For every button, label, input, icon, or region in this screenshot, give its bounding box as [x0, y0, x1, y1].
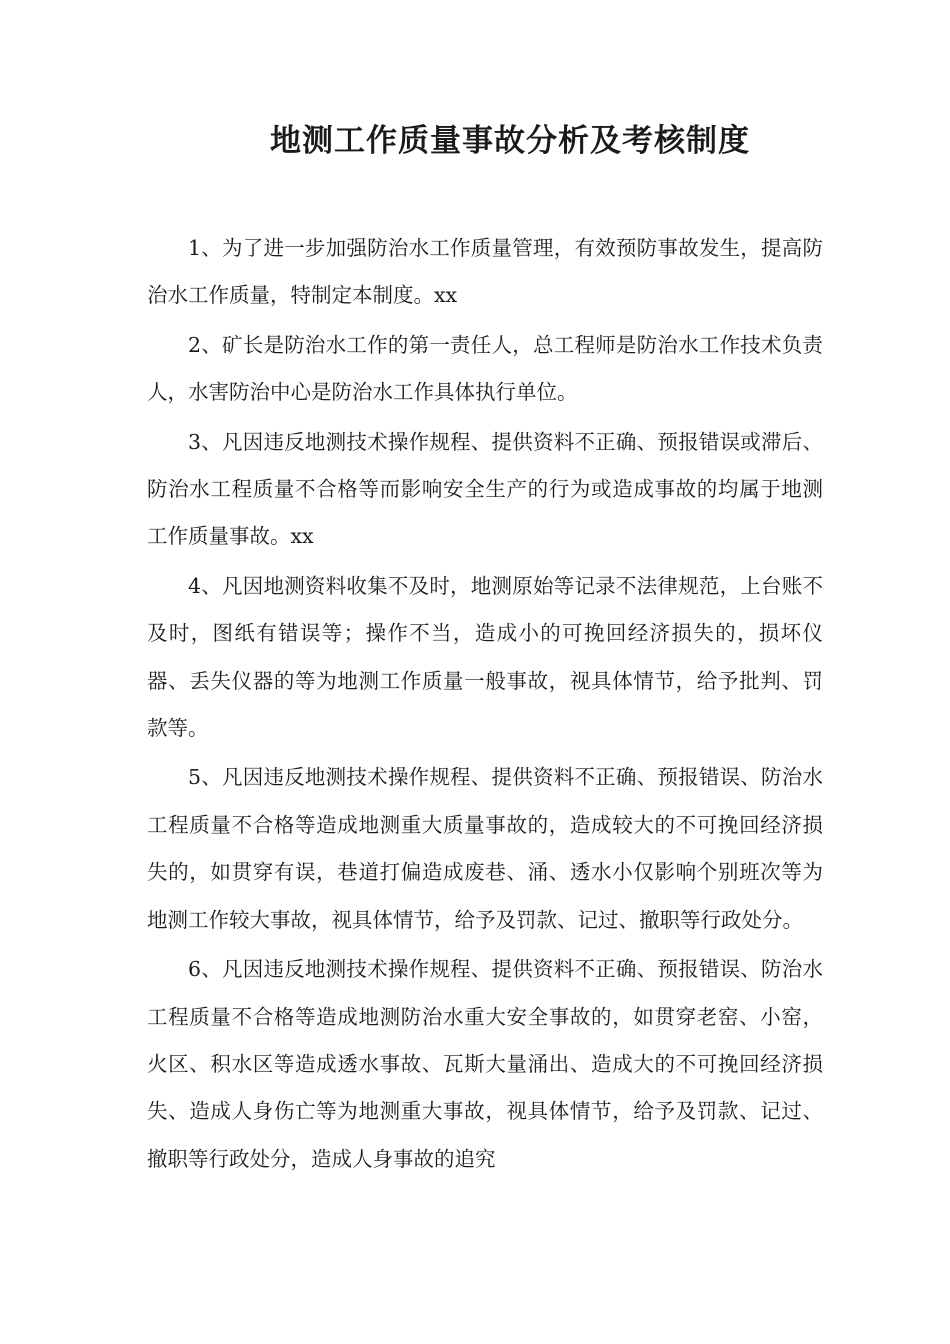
paragraph-3: 3、凡因违反地测技术操作规程、提供资料不正确、预报错误或滞后、防治水工程质量不合格等而影响安全生产的行为或造成事故的均属于地测工作质量事故。xx: [147, 429, 823, 549]
document-title: 地测工作质量事故分析及考核制度: [270, 123, 750, 159]
document-body: [147, 225, 823, 1185]
paragraph-5: 5、凡因违反地测技术操作规程、提供资料不正确、预报错误、防治水工程质量不合格等造成地测重大质量事故的，造成较大的不可挽回经济损失的，如贯穿有误，巷道打偏造成废巷、涌、透水小仅影响个别班次等为地测工作较大事故，视具体情节，给予及罚款、记过、撤职等行政处分。: [147, 765, 823, 932]
paragraph-2: 2、矿长是防治水工作的第一责任人，总工程师是防治水工作技术负责人，水害防治中心是防治水工作具体执行单位。: [147, 332, 823, 405]
paragraph-4: 4、凡因地测资料收集不及时，地测原始等记录不法律规范，上台账不及时，图纸有错误等；操作不当，造成小的可挽回经济损失的，损坏仪器、丢失仪器的等为地测工作质量一般事故，视具体情节，给予批判、罚款等。: [147, 573, 823, 741]
paragraph-6: 6、凡因违反地测技术操作规程、提供资料不正确、预报错误、防治水工程质量不合格等造成地测防治水重大安全事故的，如贯穿老窑、小窑，火区、积水区等造成透水事故、瓦斯大量涌出、造成大的不可挽回经济损失、造成人身伤亡等为地测重大事故，视具体情节，给予及罚款、记过、撤职等行政处分，造成人身事故的追究: [147, 957, 823, 1171]
paragraph-1: 1、为了进一步加强防治水工作质量管理，有效预防事故发生，提高防治水工作质量，特制定本制度。xx: [147, 236, 823, 308]
